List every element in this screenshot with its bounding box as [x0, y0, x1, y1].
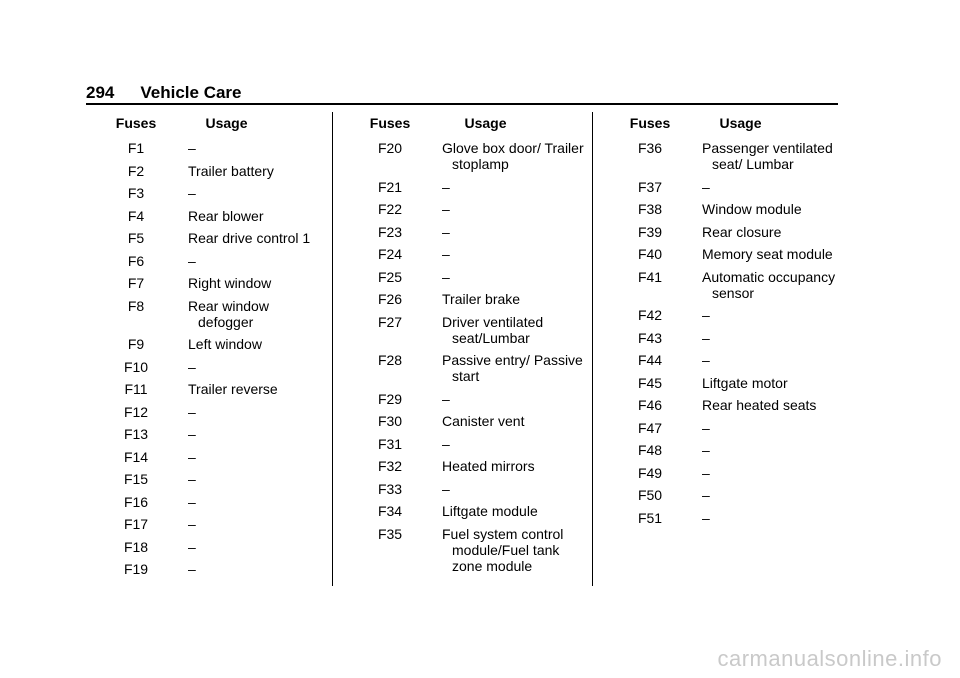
- table-row: [110, 163, 325, 179]
- table-row: [110, 494, 325, 510]
- fuse-usage: [416, 224, 589, 240]
- fuse-usage-text: –: [702, 464, 710, 481]
- fuse-usage-text: –: [188, 561, 196, 577]
- fuse-id: F7: [127, 275, 145, 291]
- fuse-id: F42: [637, 307, 663, 323]
- table-row: [364, 436, 589, 452]
- fuse-id: F20: [377, 140, 403, 156]
- table-row: [110, 140, 325, 156]
- table-row: [364, 391, 589, 407]
- fuse-usage: [416, 201, 589, 217]
- fuse-id: F41: [637, 268, 663, 285]
- fuse-usage: [416, 436, 589, 452]
- fuse-usage: [162, 163, 325, 179]
- fuse-id: F30: [377, 413, 403, 429]
- fuse-table-column-3: [624, 115, 839, 532]
- fuse-usage-text: Fuel system control module/Fuel tank zone module: [442, 525, 564, 574]
- fuse-id: F4: [127, 207, 145, 224]
- fuse-id: F32: [377, 458, 403, 474]
- fuse-id: F3: [127, 185, 145, 201]
- fuse-usage: [416, 179, 589, 195]
- fuse-usage-text: –: [188, 448, 196, 465]
- fuse-id: F21: [377, 178, 403, 195]
- fuse-usage-text: Glove box door/ Trailer stoplamp: [442, 140, 584, 172]
- fuses-column-header: Fuses: [115, 115, 157, 131]
- fuse-usage: [162, 230, 325, 246]
- table-row: [364, 352, 589, 384]
- table-row: [364, 526, 589, 574]
- fuse-id: F22: [377, 201, 403, 217]
- fuse-id: F28: [377, 352, 403, 368]
- fuse-usage: [416, 246, 589, 262]
- fuse-id: F26: [377, 291, 403, 307]
- fuse-usage-text: –: [702, 442, 710, 458]
- fuse-id: F18: [123, 538, 149, 555]
- table-row: [364, 458, 589, 474]
- table-row: [364, 179, 589, 195]
- fuse-usage-text: –: [442, 223, 450, 240]
- fuse-id: F24: [377, 246, 403, 262]
- table-row: [110, 426, 325, 442]
- usage-column-header: Usage: [464, 115, 507, 131]
- fuse-usage-text: –: [188, 471, 196, 487]
- fuse-usage-text: –: [188, 140, 196, 156]
- fuse-usage: [676, 442, 839, 458]
- fuse-id: F8: [127, 297, 145, 314]
- fuse-usage: [416, 352, 589, 384]
- fuse-usage: [162, 208, 325, 224]
- fuse-usage-text: –: [188, 403, 196, 420]
- fuse-usage: [162, 471, 325, 487]
- fuse-usage-text: Window module: [702, 201, 802, 217]
- fuse-usage-text: –: [442, 246, 450, 262]
- fuses-column-header: Fuses: [369, 115, 411, 131]
- table-row: [364, 201, 589, 217]
- table-row: [110, 253, 325, 269]
- fuse-usage-text: –: [702, 307, 710, 323]
- fuse-id: F39: [637, 223, 663, 240]
- fuse-usage: [162, 516, 325, 532]
- fuse-id: F1: [127, 140, 145, 156]
- fuse-usage-text: Automatic occupancy sensor: [702, 268, 836, 301]
- table-row: [624, 246, 839, 262]
- table-row: [624, 510, 839, 526]
- fuse-usage: [162, 561, 325, 577]
- fuse-id: F23: [377, 223, 403, 240]
- table-header: [110, 115, 325, 135]
- fuse-id: F46: [637, 397, 663, 413]
- fuse-id: F34: [377, 503, 403, 519]
- fuse-usage: [162, 404, 325, 420]
- fuse-usage-text: –: [442, 178, 450, 195]
- fuse-id: F38: [637, 201, 663, 217]
- table-row: [110, 471, 325, 487]
- fuse-usage: [676, 330, 839, 346]
- fuse-usage-text: Left window: [188, 336, 262, 352]
- fuse-id: F25: [377, 268, 403, 285]
- table-row: [624, 307, 839, 323]
- fuse-id: F17: [123, 516, 149, 532]
- fuse-usage: [676, 140, 839, 172]
- table-row: [624, 330, 839, 346]
- table-row: [110, 208, 325, 224]
- fuses-column-header: Fuses: [629, 115, 671, 131]
- fuse-id: F29: [377, 390, 403, 407]
- fuse-id: F2: [127, 162, 145, 179]
- fuse-id: F49: [637, 464, 663, 481]
- fuse-usage: [416, 269, 589, 285]
- fuse-id: F27: [377, 313, 403, 330]
- fuse-id: F5: [127, 230, 145, 246]
- fuse-usage-text: Right window: [188, 275, 272, 291]
- fuse-usage: [162, 253, 325, 269]
- fuse-usage: [676, 269, 839, 301]
- fuse-usage: [676, 201, 839, 217]
- fuse-usage: [676, 465, 839, 481]
- table-row: [110, 561, 325, 577]
- fuse-table-column-2: [364, 115, 589, 580]
- fuse-usage-text: Rear drive control 1: [188, 230, 311, 246]
- fuse-usage: [676, 179, 839, 195]
- fuse-usage-text: –: [702, 509, 710, 526]
- fuse-usage-text: Passenger ventilated seat/ Lumbar: [702, 140, 833, 172]
- fuse-usage-text: Liftgate module: [442, 503, 538, 519]
- table-header: [364, 115, 589, 135]
- table-header: [624, 115, 839, 135]
- fuse-id: F35: [377, 525, 403, 542]
- fuse-usage-text: Trailer brake: [442, 291, 521, 307]
- fuse-id: F47: [637, 419, 663, 436]
- table-row: [110, 336, 325, 352]
- usage-column-header: Usage: [719, 115, 762, 131]
- fuse-usage: [676, 487, 839, 503]
- fuse-id: F19: [123, 561, 149, 577]
- fuse-usage: [676, 246, 839, 262]
- fuse-id: F15: [123, 471, 149, 487]
- fuse-usage: [162, 298, 325, 330]
- fuse-usage-text: –: [188, 358, 196, 375]
- fuse-id: F14: [123, 448, 149, 465]
- table-row: [624, 140, 839, 172]
- fuse-id: F10: [123, 358, 149, 375]
- table-row: [110, 539, 325, 555]
- fuse-usage-text: –: [442, 480, 450, 497]
- fuse-usage-text: Driver ventilated seat/Lumbar: [442, 313, 544, 346]
- table-row: [624, 465, 839, 481]
- table-row: [364, 269, 589, 285]
- table-row: [364, 413, 589, 429]
- section-title: Vehicle Care: [140, 83, 242, 102]
- fuse-usage-text: –: [702, 352, 710, 368]
- usage-column-header: Usage: [205, 115, 248, 131]
- fuse-id: F6: [127, 252, 145, 269]
- table-row: [110, 404, 325, 420]
- fuse-usage: [162, 185, 325, 201]
- fuse-usage: [416, 503, 589, 519]
- fuse-usage-text: Rear heated seats: [702, 397, 817, 413]
- fuse-usage-text: Rear blower: [188, 207, 264, 224]
- table-row: [364, 224, 589, 240]
- fuse-id: F31: [377, 435, 403, 452]
- fuse-id: F16: [123, 493, 149, 510]
- fuse-usage: [676, 510, 839, 526]
- fuse-usage: [676, 307, 839, 323]
- fuse-usage-text: Passive entry/ Passive start: [442, 352, 583, 384]
- fuse-usage: [676, 420, 839, 436]
- fuse-usage-text: –: [442, 390, 450, 407]
- fuse-usage: [162, 275, 325, 291]
- fuse-usage: [162, 449, 325, 465]
- table-row: [110, 359, 325, 375]
- table-row: [364, 314, 589, 346]
- fuse-usage-text: Liftgate motor: [702, 374, 788, 391]
- table-row: [110, 275, 325, 291]
- table-row: [364, 481, 589, 497]
- fuse-id: F43: [637, 329, 663, 346]
- fuse-usage: [676, 224, 839, 240]
- table-row: [624, 352, 839, 368]
- table-row: [110, 230, 325, 246]
- fuse-usage: [162, 539, 325, 555]
- page-number: 294: [86, 83, 115, 102]
- fuse-id: F36: [637, 140, 663, 156]
- fuse-usage: [162, 494, 325, 510]
- fuse-usage: [416, 291, 589, 307]
- fuse-id: F11: [124, 381, 148, 397]
- table-row: [624, 397, 839, 413]
- fuse-usage-text: –: [702, 487, 710, 503]
- table-row: [364, 140, 589, 172]
- page-header: [86, 82, 242, 104]
- fuse-usage: [416, 458, 589, 474]
- fuse-usage-text: Rear closure: [702, 223, 782, 240]
- fuse-usage: [416, 391, 589, 407]
- fuse-id: F44: [637, 352, 663, 368]
- fuse-usage-text: –: [442, 268, 450, 285]
- fuse-id: F37: [637, 178, 663, 195]
- fuse-usage: [162, 359, 325, 375]
- fuse-usage: [416, 140, 589, 172]
- table-row: [624, 487, 839, 503]
- fuse-usage: [416, 413, 589, 429]
- table-row: [624, 179, 839, 195]
- header-rule: [86, 103, 838, 105]
- table-row: [624, 269, 839, 301]
- fuse-usage-text: –: [702, 329, 710, 346]
- fuse-id: F51: [637, 509, 663, 526]
- table-row: [110, 298, 325, 330]
- fuse-usage-text: –: [188, 538, 196, 555]
- fuse-id: F48: [637, 442, 663, 458]
- fuse-usage-text: Heated mirrors: [442, 458, 535, 474]
- fuse-usage-text: Rear window defogger: [188, 297, 269, 330]
- fuse-usage: [162, 336, 325, 352]
- table-row: [364, 503, 589, 519]
- fuse-usage-text: –: [188, 252, 196, 269]
- table-row: [110, 185, 325, 201]
- table-row: [110, 381, 325, 397]
- fuse-usage-text: –: [442, 201, 450, 217]
- table-row: [624, 442, 839, 458]
- fuse-id: F40: [637, 246, 663, 262]
- fuse-usage-text: –: [188, 185, 196, 201]
- fuse-usage: [416, 526, 589, 574]
- table-row: [624, 201, 839, 217]
- fuse-usage: [676, 397, 839, 413]
- watermark: carmanualsonline.info: [717, 646, 942, 671]
- fuse-table-column-1: [110, 115, 325, 584]
- fuse-usage-text: Trailer battery: [188, 162, 274, 179]
- fuse-id: F33: [377, 480, 403, 497]
- fuse-id: F9: [127, 336, 145, 352]
- fuse-usage-text: –: [188, 493, 196, 510]
- table-row: [624, 224, 839, 240]
- fuse-usage: [162, 426, 325, 442]
- table-row: [110, 516, 325, 532]
- column-divider: [332, 112, 333, 586]
- fuse-usage-text: Memory seat module: [702, 246, 833, 262]
- fuse-usage-text: –: [702, 178, 710, 195]
- fuse-usage: [676, 352, 839, 368]
- fuse-usage-text: –: [188, 426, 196, 442]
- fuse-usage-text: Trailer reverse: [188, 381, 278, 397]
- fuse-usage: [162, 140, 325, 156]
- column-divider: [592, 112, 593, 586]
- fuse-usage: [416, 481, 589, 497]
- fuse-usage-text: –: [188, 516, 196, 532]
- fuse-id: F50: [637, 487, 663, 503]
- fuse-id: F12: [123, 403, 149, 420]
- fuse-usage: [162, 381, 325, 397]
- fuse-usage: [676, 375, 839, 391]
- fuse-usage: [416, 314, 589, 346]
- fuse-id: F13: [123, 426, 149, 442]
- fuse-usage-text: Canister vent: [442, 413, 525, 429]
- fuse-usage-text: –: [442, 435, 450, 452]
- table-row: [364, 291, 589, 307]
- table-row: [624, 375, 839, 391]
- fuse-usage-text: –: [702, 419, 710, 436]
- table-row: [110, 449, 325, 465]
- table-row: [364, 246, 589, 262]
- fuse-id: F45: [637, 374, 663, 391]
- table-row: [624, 420, 839, 436]
